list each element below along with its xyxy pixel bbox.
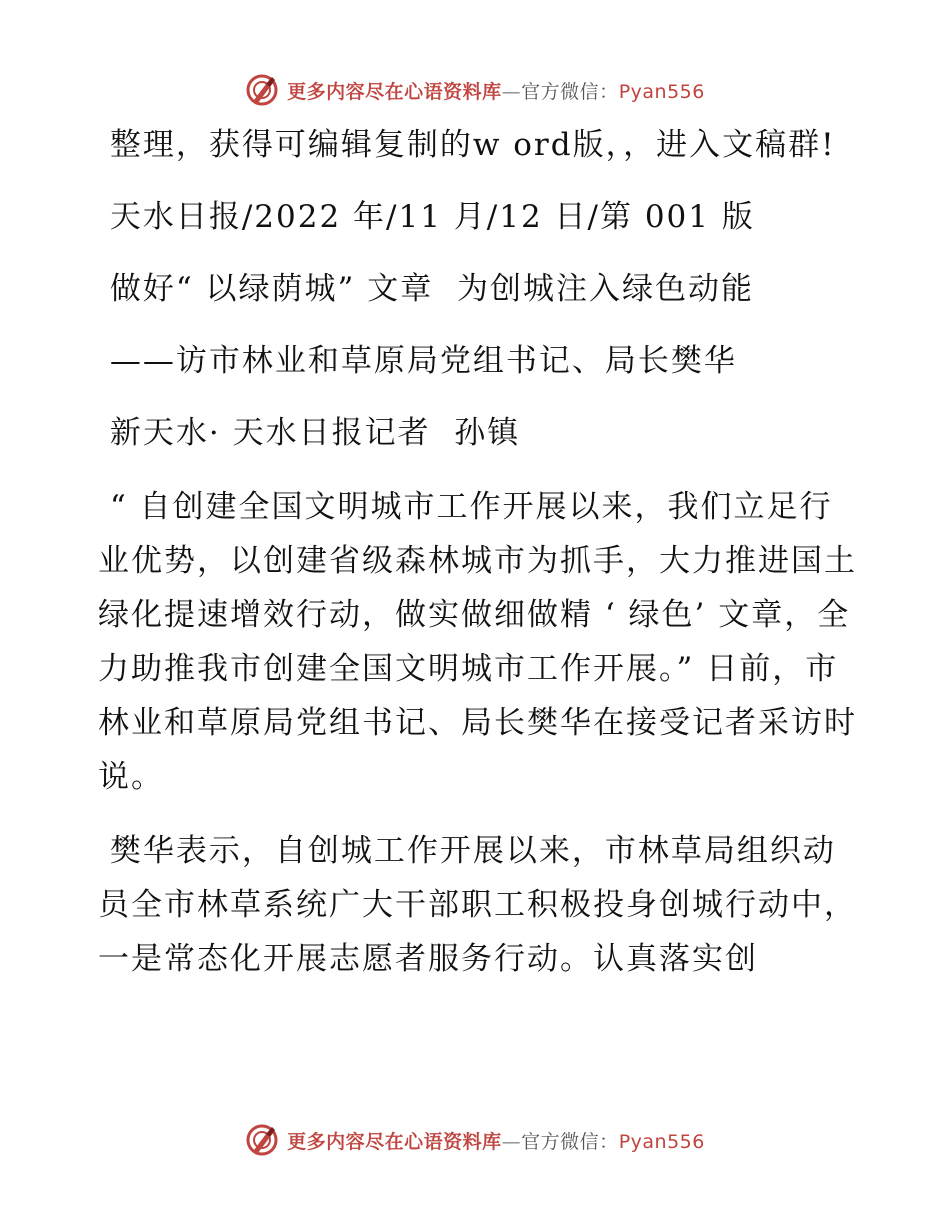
article-subheadline: ——访市林业和草原局党组书记、局长樊华 [98, 343, 737, 379]
pen-logo-icon [245, 1123, 279, 1157]
watermark-sub: 官方微信： [521, 80, 619, 103]
pen-logo-icon [245, 73, 279, 107]
paragraph: 樊华表示，自创城工作开展以来，市林草局组织动员全市林草系统广大干部职工积极投身创城行动中，一是常态化开展志愿者服务行动。认真落实创 [98, 833, 857, 977]
watermark-main: 更多内容尽在心语资料库 [287, 80, 502, 103]
watermark-header [0, 70, 950, 110]
intro-note: 整理，获得可编辑复制的w ord版，，进入文稿群! [98, 127, 836, 163]
watermark-sub: 官方微信： [521, 1130, 619, 1153]
document-body [98, 118, 858, 986]
article-headline: 做好“ 以绿荫城” 文章 为创城注入绿色动能 [98, 271, 754, 307]
paragraph: “ 自创建全国文明城市工作开展以来，我们立足行业优势，以创建省级森林城市为抓手，大力推进国土绿化提速增效行动，做实做细做精 ‘ 绿色’ 文章，全力助推我市创建全国文明城市工作开展。” 日前，市林业和草原局党组书记、局长樊华在接受记者采访时说。 [98, 489, 857, 795]
watermark-separator: — [501, 80, 522, 103]
watermark-footer [0, 1120, 950, 1160]
watermark-text [287, 1127, 705, 1154]
article-byline: 新天水· 天水日报记者 孙镇 [98, 415, 521, 451]
watermark-separator: — [501, 1130, 522, 1153]
source-line: 天水日报/2022 年/11 月/12 日/第 001 版 [98, 199, 755, 235]
watermark-main: 更多内容尽在心语资料库 [287, 1130, 502, 1153]
watermark-handle: Pyan556 [618, 1130, 705, 1153]
watermark-handle: Pyan556 [618, 80, 705, 103]
watermark-text [287, 77, 705, 104]
